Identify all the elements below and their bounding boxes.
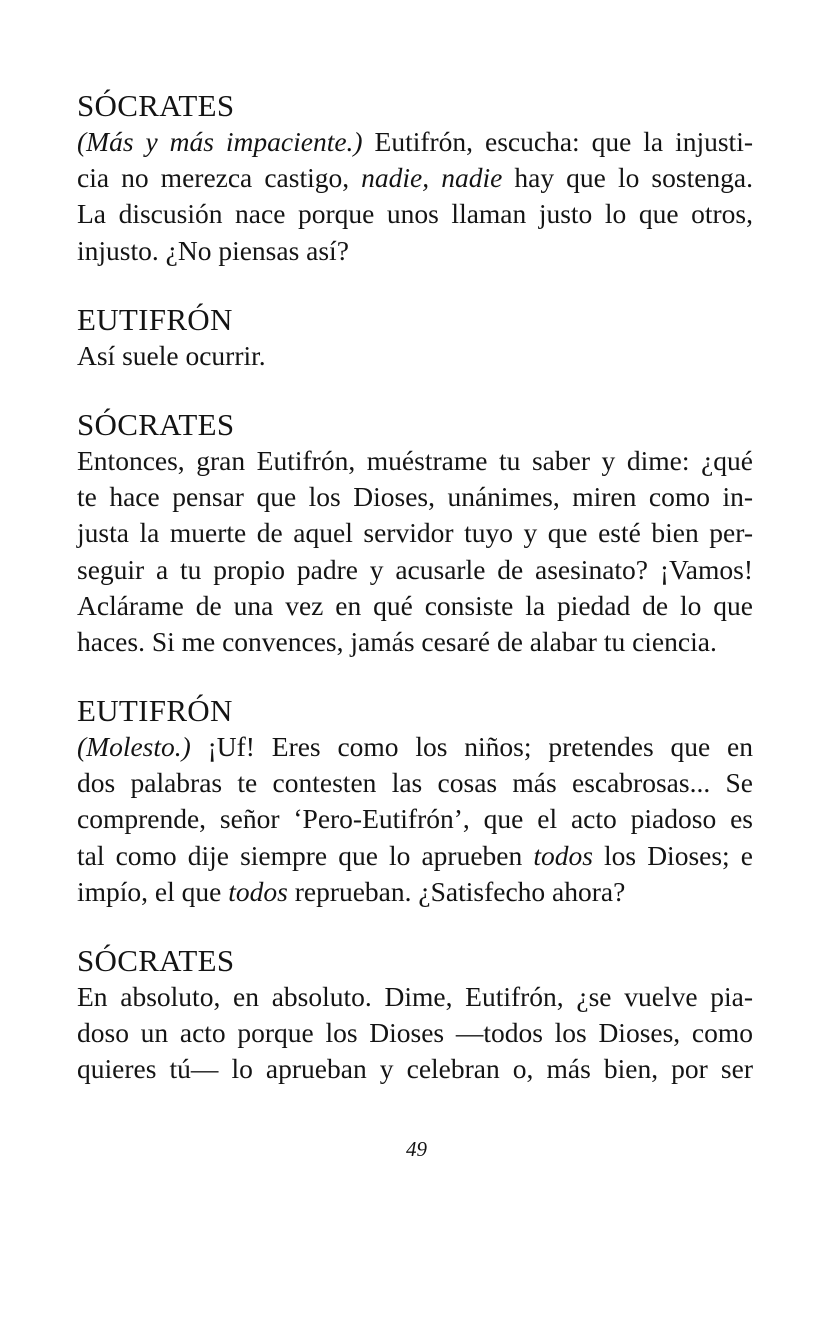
text-segment: impío, el que — [77, 875, 229, 907]
text-line — [77, 588, 753, 624]
text-line — [77, 443, 753, 479]
speaker-name: SÓCRATES — [77, 943, 235, 978]
text-segment — [429, 162, 441, 193]
text-line — [77, 552, 753, 588]
text-segment: justa la muerte de aquel servidor tuyo y que esté bien per- — [77, 517, 753, 549]
text-segment: En absoluto, en absoluto. Dime, Eutifrón, ¿se vuelve pia- — [77, 981, 753, 1012]
text-line — [77, 1015, 753, 1051]
text-line — [77, 765, 753, 801]
speaker-name: EUTIFRÓN — [77, 301, 233, 337]
text-segment: injusto. ¿No piensas así? — [77, 234, 349, 266]
text-segment: Aclárame de una vez en qué consiste la piedad de lo que — [77, 589, 753, 621]
text-segment: comprende, señor ‘Pero-Eutifrón’, que el acto piadoso es — [77, 803, 753, 835]
text-segment: doso un acto porque los Dioses —todos los Dioses, como — [77, 1017, 753, 1049]
speech-1 — [77, 88, 753, 269]
text-line — [77, 1051, 753, 1087]
text-segment: hay que lo sostenga. — [502, 162, 753, 194]
text-segment: los Dioses; e — [592, 839, 753, 871]
speech-2 — [77, 302, 753, 374]
speaker-name: EUTIFRÓN — [77, 693, 233, 729]
text-segment: reprueban. ¿Satisfecho ahora? — [287, 875, 626, 907]
text-line — [77, 729, 753, 765]
text-segment: ¡Uf! Eres como los niños; pretendes que en — [190, 731, 753, 763]
speech-4 — [77, 693, 753, 910]
text-segment: quieres tú— lo aprueban y celebran o, más bien, por ser — [77, 1053, 753, 1085]
dialogue-text — [77, 88, 753, 1121]
text-line — [77, 196, 753, 232]
page-number: 49 — [406, 1137, 427, 1161]
italic-segment: todos — [533, 839, 593, 871]
text-line — [77, 801, 753, 837]
text-segment: Así suele ocurrir. — [77, 339, 266, 371]
speech-5 — [77, 943, 753, 1088]
italic-segment: todos — [228, 875, 288, 907]
text-line — [77, 515, 753, 551]
text-segment: te hace pensar que los Dioses, unánimes, miren como in- — [77, 481, 753, 513]
italic-segment: (Más y más impaciente.) — [77, 126, 363, 157]
text-segment: dos palabras te contesten las cosas más escabrosas... Se — [77, 767, 753, 799]
text-segment: seguir a tu propio padre y acusarle de asesinato? ¡Vamos! — [77, 553, 753, 585]
text-line — [77, 838, 753, 874]
text-segment: tal como dije siempre que lo aprueben — [77, 839, 534, 871]
speech-3 — [77, 407, 753, 660]
text-line — [77, 160, 753, 196]
text-segment: La discusión nace porque unos llaman justo lo que otros, — [77, 198, 753, 230]
speaker-name: SÓCRATES — [77, 406, 235, 442]
text-line — [77, 124, 753, 160]
speaker-name: SÓCRATES — [77, 88, 235, 123]
italic-segment: (Molesto.) — [77, 731, 191, 763]
text-line — [77, 233, 753, 269]
italic-segment: nadie, — [361, 162, 430, 194]
text-segment: cia no merezca castigo, — [77, 162, 362, 194]
text-line — [77, 338, 753, 374]
text-line — [77, 874, 753, 910]
text-segment: haces. Si me convences, jamás cesaré de alabar tu ciencia. — [77, 625, 717, 657]
text-segment: Eutifrón, escucha: que la injusti- — [362, 126, 753, 157]
text-line — [77, 479, 753, 515]
text-segment: Entonces, gran Eutifrón, muéstrame tu saber y dime: ¿qué — [77, 444, 753, 476]
italic-segment: nadie — [441, 162, 503, 194]
text-line — [77, 979, 753, 1015]
text-line — [77, 624, 753, 660]
